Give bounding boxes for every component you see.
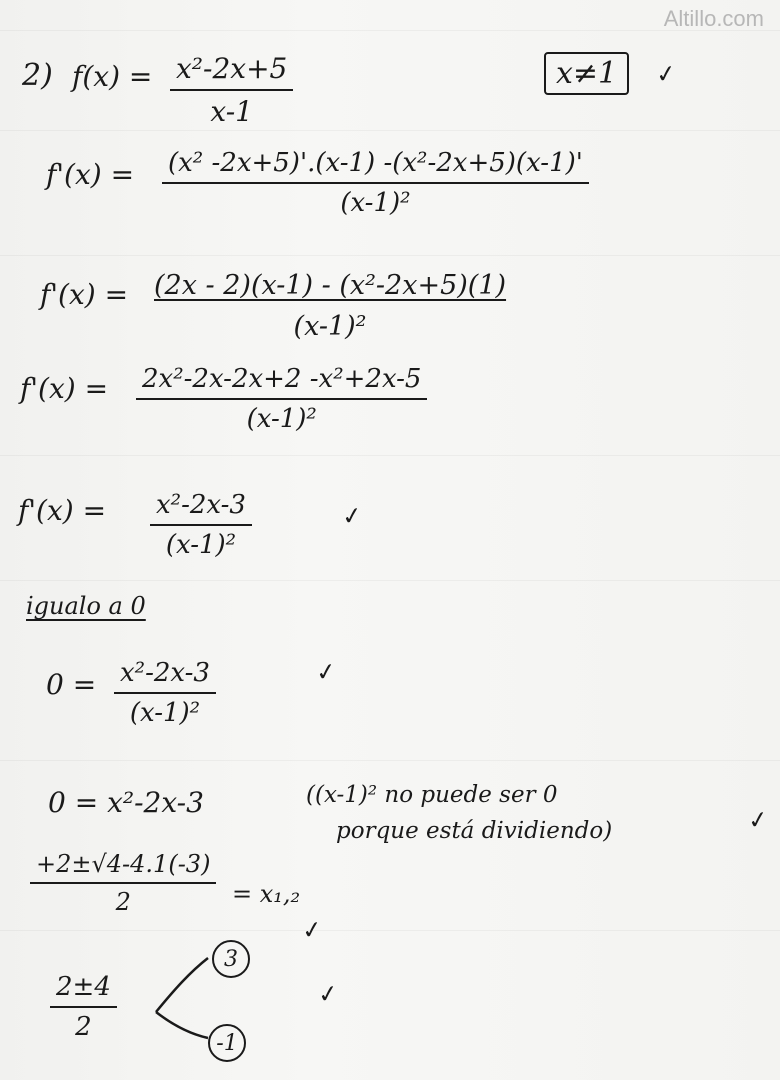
- quadratic-rhs: = x₁,₂: [232, 880, 301, 908]
- step1-numerator: (x² -2x+5)'.(x-1) -(x²-2x+5)(x-1)': [168, 148, 583, 178]
- zero-line-equation: 0 = x²-2x-3: [48, 786, 204, 819]
- problem-number: 2): [22, 58, 53, 93]
- step4-denominator: (x-1)²: [165, 530, 237, 560]
- step4-lhs: f'(x) =: [18, 494, 107, 527]
- root-2-circle: -1: [208, 1024, 246, 1062]
- step1-fraction: [162, 148, 589, 218]
- step3-numerator: 2x²-2x-2x+2 -x²+2x-5: [142, 364, 422, 394]
- problem-numerator: x²-2x+5: [176, 52, 288, 85]
- equal-label: igualo a 0: [26, 592, 146, 620]
- step3-fraction: [136, 364, 427, 434]
- step4-numerator: x²-2x-3: [156, 490, 246, 520]
- watermark-text: Altillo.com: [663, 6, 764, 31]
- check-mark-icon: ✓: [746, 804, 770, 836]
- check-mark-icon: ✓: [314, 656, 338, 688]
- quadratic-numerator: +2±√4-4.1(-3): [36, 850, 211, 878]
- zero-eq-denominator: (x-1)²: [129, 698, 201, 728]
- step1-denominator: (x-1)²: [340, 188, 411, 218]
- problem-denominator: x-1: [210, 95, 253, 128]
- problem-lhs: f(x) =: [72, 60, 153, 93]
- step2-denominator: (x-1)²: [293, 311, 367, 342]
- step3-denominator: (x-1)²: [246, 404, 317, 434]
- step4-fraction: [150, 490, 252, 560]
- zero-eq-numerator: x²-2x-3: [120, 658, 210, 688]
- step2-lhs: f'(x) =: [40, 278, 129, 311]
- check-mark-icon: ✓: [654, 58, 678, 90]
- domain-note-box: x≠1: [544, 52, 629, 95]
- step2-fraction: [148, 270, 512, 342]
- zero-eq-lhs: 0 =: [46, 668, 97, 701]
- zero-line-note-1: ((x-1)² no puede ser 0: [306, 782, 558, 808]
- step2-numerator: (2x - 2)(x-1) - (x²-2x+5)(1): [154, 270, 507, 301]
- result-denominator: 2: [75, 1012, 92, 1042]
- quadratic-fraction: [30, 850, 216, 916]
- step1-lhs: f'(x) =: [46, 158, 135, 191]
- zero-line-note-2: porque está dividiendo): [336, 818, 613, 844]
- result-fraction: [50, 972, 117, 1042]
- check-mark-icon: ✓: [340, 500, 364, 532]
- result-numerator: 2±4: [56, 972, 111, 1002]
- quadratic-denominator: 2: [115, 888, 131, 916]
- step3-lhs: f'(x) =: [20, 372, 109, 405]
- root-1-circle: 3: [212, 940, 250, 978]
- problem-fraction: [170, 52, 293, 128]
- zero-eq-fraction: [114, 658, 216, 728]
- check-mark-icon: ✓: [300, 914, 324, 946]
- check-mark-icon: ✓: [316, 978, 340, 1010]
